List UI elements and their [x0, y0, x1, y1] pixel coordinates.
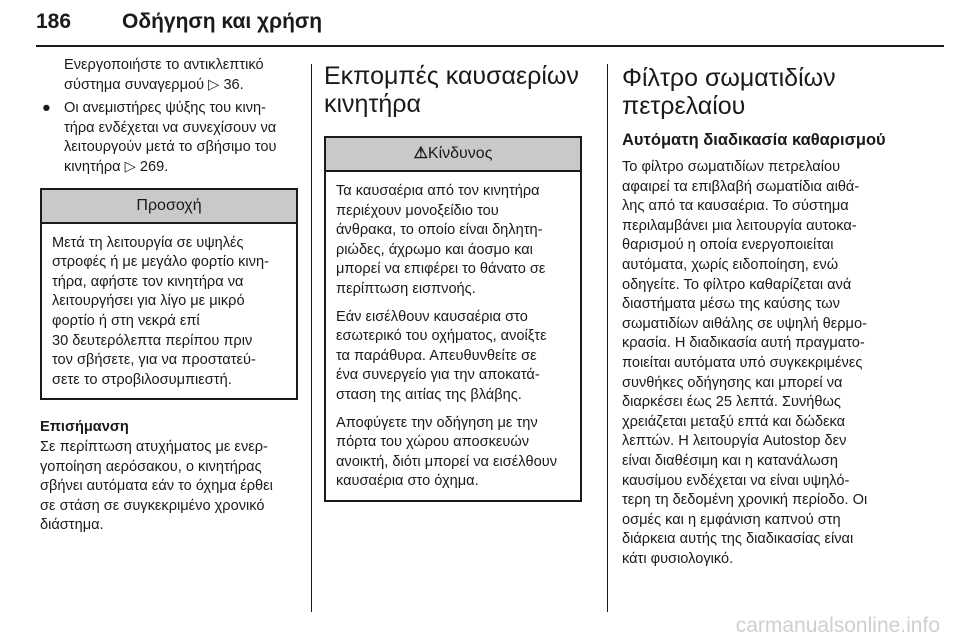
- page-number: 186: [36, 10, 72, 33]
- note-title: Επισήμανση: [40, 419, 129, 436]
- column-2: [324, 56, 582, 502]
- note-text: Σε περίπτωση ατυχήματος με ενερ- γοποίηση αερόσακου, ο κινητήρας σβήνει αυτόματα εάν το όχημα έρθει σε στάση σε συγκεκριμένο χρονικό διάστημα.: [40, 438, 273, 534]
- watermark: carmanualsonline.info: [735, 614, 940, 637]
- list-item: ● Οι ανεμιστήρες ψύξης του κινη- τήρα ενδέχεται να συνεχίσουν να λειτουργούν μετά το σβήσιμο του κινητήρα ▷ 269.: [42, 100, 277, 175]
- column-1: [40, 56, 298, 536]
- column-3: [622, 56, 890, 569]
- section-heading-exhaust: Εκπομπές καυσαερίων κινητήρα: [324, 62, 579, 118]
- intro-text: Ενεργοποιήστε το αντικλεπτικό σύστημα συναγερμού ▷ 36.: [64, 57, 264, 93]
- danger-title-bar: [326, 138, 580, 172]
- header-rule: [36, 45, 944, 47]
- page-header: [36, 4, 944, 40]
- column-divider-right: [607, 64, 608, 612]
- caution-title: Προσοχή: [42, 190, 296, 224]
- dpf-body-text: Το φίλτρο σωματιδίων πετρελαίου αφαιρεί τα επιβλαβή σωματίδια αιθά- λης από τα καυσαέρια. Το σύστημα περιλαμβάνει μια λειτουργία αυτοκα- θαρισμού η οποία ενεργοποιείται αυτόματα, χωρίς ειδοποίηση, ενώ οδηγείτε. Το φίλτρο καθαρίζεται ανά διαστήματα μέσω της καύσης των σωματιδίων αιθάλης σε υψηλή θερμο- κρασία. Η διαδικασία αυτή πραγματο- ποιείται αυτόματα υπό συγκεκριμένες συνθήκες οδήγησης και μπορεί να διαρκέσει έως 25 λεπτά. Συνήθως χρειάζεται μεταξύ επτά και δώδεκα λεπτών. Η λειτουργία Autostop δεν είναι διαθέσιμη και η κατανάλωση καυσίμου ενδέχεται να είναι υψηλό- τερη τη δεδομένη χρονική περίοδο. Οι οσμές και η εμφάνιση καπνού στη διάρκεια αυτής της διαδικασίας είναι κάτι φυσιολογικό.: [622, 159, 868, 567]
- subheading-cleaning: Αυτόματη διαδικασία καθαρισμού: [622, 131, 886, 149]
- danger-text: Τα καυσαέρια από τον κινητήρα περιέχουν μονοξείδιο του άνθρακα, το οποίο είναι δηλητη- ριώδες, άχρωμο και άοσμο και μπορεί να επιφέρει το θάνατο σε περίπτωση εισπνοής. Εάν εισέλθουν καυσαέρια στο εσωτερικό του οχήματος, ανοίξτε τα παράθυρα. Απευθυνθείτε σε ένα συνεργείο για την αποκατά- σταση της αιτίας της βλάβης. Αποφύγετε την οδήγηση με την πόρτα του χώρου αποσκευών ανοικτή, διότι μπορεί να εισέλθουν καυσαέρια στο όχημα.: [336, 183, 558, 490]
- warning-triangle-icon: ⚠: [413, 145, 428, 162]
- section-heading-dpf: Φίλτρο σωματιδίων πετρελαίου: [622, 64, 836, 120]
- danger-title: Κίνδυνος: [427, 145, 493, 162]
- danger-box: [324, 136, 582, 502]
- column-divider-left: [311, 64, 312, 612]
- bullet-icon: ●: [42, 100, 51, 117]
- chapter-title: Οδήγηση και χρήση: [122, 10, 323, 33]
- caution-box: [40, 188, 298, 401]
- caution-text: Μετά τη λειτουργία σε υψηλές στροφές ή με μεγάλο φορτίο κινη- τήρα, αφήστε τον κινητήρα να λειτουργήσει για λίγο με μικρό φορτίο ή στη νεκρά επί 30 δευτερόλεπτα περίπου πριν τον σβήσετε, για να προστατεύ- σετε το στροβιλοσυμπιεστή.: [52, 234, 269, 388]
